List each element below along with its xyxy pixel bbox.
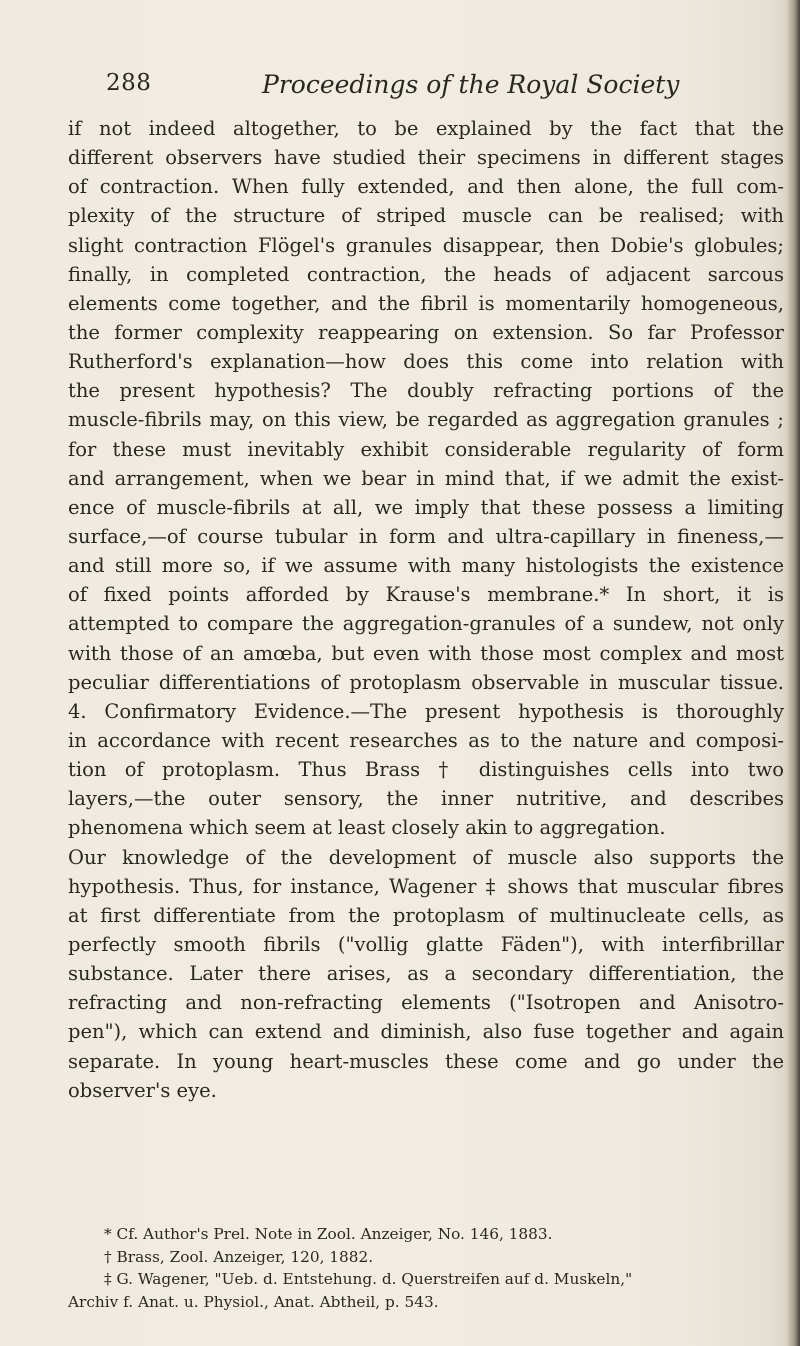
text-line: Rutherford's explanation—how does this come into relation with xyxy=(68,350,784,374)
text-line: muscle-fibrils may, on this view, be regarded as aggregation granules ; xyxy=(68,408,784,432)
footnote: † Brass, Zool. Anzeiger, 120, 1882. xyxy=(104,1247,374,1266)
text-line: if not indeed altogether, to be explained by the fact that the xyxy=(68,117,784,140)
text-line: of contraction. When fully extended, and then alone, the full com- xyxy=(68,175,784,199)
text-line: ence of muscle-fibrils at all, we imply that these possess a limiting xyxy=(68,495,784,519)
text-line: and arrangement, when we bear in mind that, if we admit the exist- xyxy=(68,466,784,490)
text-line: perfectly smooth fibrils ("vollig glatte Fäden"), with interfibrillar xyxy=(68,932,784,956)
text-line: and still more so, if we assume with many histologists the existence xyxy=(68,554,784,578)
text-line: for these must inevitably exhibit considerable regularity of form xyxy=(68,437,784,461)
running-title: Proceedings of the Royal Society xyxy=(262,70,680,99)
text-line: of fixed points afforded by Krause's membrane.* In short, it is xyxy=(68,583,784,607)
page-header xyxy=(106,70,746,100)
text-line: at first differentiate from the protoplasm of multinucleate cells, as xyxy=(68,903,784,927)
text-line: tion of protoplasm. Thus Brass † distinguishes cells into two xyxy=(68,758,784,782)
text-line: attempted to compare the aggregation-granules of a sundew, not only xyxy=(68,612,784,636)
text-line: phenomena which seem at least closely akin to aggregation. xyxy=(68,816,666,840)
footnote: * Cf. Author's Prel. Note in Zool. Anzeiger, No. 146, 1883. xyxy=(104,1225,553,1243)
text-line: separate. In young heart-muscles these come and go under the xyxy=(68,1049,784,1073)
footnotes xyxy=(68,1223,768,1313)
text-line: the former complexity reappearing on extension. So far Professor xyxy=(68,320,784,344)
text-line: substance. Later there arises, as a secondary differentiation, the xyxy=(68,962,784,986)
text-line: refracting and non-refracting elements ("Isotropen and Anisotro- xyxy=(68,991,784,1015)
text-line: pen"), which can extend and diminish, also fuse together and again xyxy=(68,1020,784,1044)
footnote: ‡ G. Wagener, "Ueb. d. Entstehung. d. Querstreifen auf d. Muskeln," xyxy=(104,1270,633,1288)
text-line: in accordance with recent researches as to the nature and composi- xyxy=(68,728,784,752)
text-line: layers,—the outer sensory, the inner nutritive, and describes xyxy=(68,787,784,811)
text-line: the present hypothesis? The doubly refracting portions of the xyxy=(68,379,784,403)
text-line: elements come together, and the fibril is momentarily homogeneous, xyxy=(68,291,784,315)
text-line: different observers have studied their specimens in different stages xyxy=(68,146,784,170)
text-line: peculiar differentiations of protoplasm observable in muscular tissue. xyxy=(68,670,784,694)
text-line: hypothesis. Thus, for instance, Wagener ‡ shows that muscular fibres xyxy=(68,874,784,898)
page-edge-shadow xyxy=(786,0,800,1346)
text-line: finally, in completed contraction, the heads of adjacent sarcous xyxy=(68,262,784,286)
footnote-continuation: Archiv f. Anat. u. Physiol., Anat. Abtheil, p. 543. xyxy=(68,1292,439,1311)
text-line: observer's eye. xyxy=(68,1078,217,1102)
section-heading-line: 4. Confirmatory Evidence.—The present hypothesis is thoroughly xyxy=(68,699,784,723)
text-line: plexity of the structure of striped muscle can be realised; with xyxy=(68,204,784,228)
text-line: with those of an amœba, but even with those most complex and most xyxy=(68,641,784,665)
text-line: slight contraction Flögel's granules disappear, then Dobie's globules; xyxy=(68,233,784,257)
text-line: Our knowledge of the development of muscle also supports the xyxy=(68,845,784,869)
page-number: 288 xyxy=(106,70,152,96)
body-text xyxy=(68,114,784,1105)
text-line: surface,—of course tubular in form and ultra-capillary in fineness,— xyxy=(68,524,784,548)
